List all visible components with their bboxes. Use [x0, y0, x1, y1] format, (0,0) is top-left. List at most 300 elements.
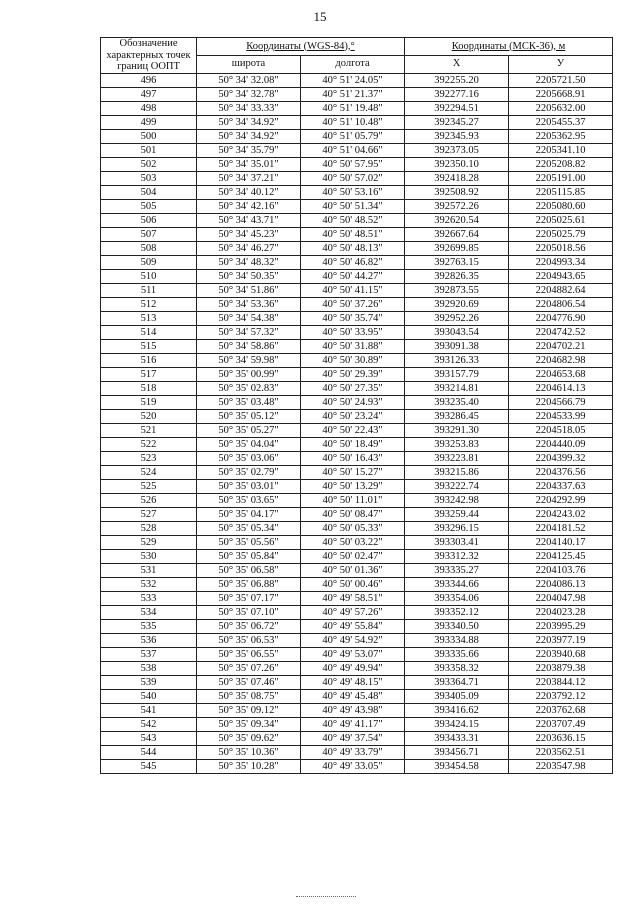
- cell-y: 2204653.68: [509, 367, 613, 381]
- table-row: [101, 423, 613, 437]
- cell-point: 510: [101, 269, 197, 283]
- cell-longitude: 40° 50' 51.34": [301, 199, 405, 213]
- cell-longitude: 40° 50' 05.33": [301, 521, 405, 535]
- cell-point: 502: [101, 157, 197, 171]
- cell-x: 393259.44: [405, 507, 509, 521]
- cell-x: 392294.51: [405, 101, 509, 115]
- cell-x: 392699.85: [405, 241, 509, 255]
- cell-y: 2203995.29: [509, 619, 613, 633]
- table-row: [101, 717, 613, 731]
- cell-x: 393214.81: [405, 381, 509, 395]
- cell-y: 2205018.56: [509, 241, 613, 255]
- cell-latitude: 50° 35' 06.88": [197, 577, 301, 591]
- cell-y: 2205208.82: [509, 157, 613, 171]
- cell-latitude: 50° 34' 59.98": [197, 353, 301, 367]
- cell-point: 541: [101, 703, 197, 717]
- cell-point: 511: [101, 283, 197, 297]
- cell-point: 505: [101, 199, 197, 213]
- cell-longitude: 40° 49' 37.54": [301, 731, 405, 745]
- table-row: [101, 675, 613, 689]
- table-row: [101, 129, 613, 143]
- cell-y: 2204181.52: [509, 521, 613, 535]
- cell-x: 393303.41: [405, 535, 509, 549]
- cell-point: 518: [101, 381, 197, 395]
- cell-longitude: 40° 51' 10.48": [301, 115, 405, 129]
- cell-y: 2204103.76: [509, 563, 613, 577]
- cell-y: 2204047.98: [509, 591, 613, 605]
- cell-x: 393405.09: [405, 689, 509, 703]
- table-row: [101, 661, 613, 675]
- cell-point: 533: [101, 591, 197, 605]
- cell-latitude: 50° 35' 09.34": [197, 717, 301, 731]
- table-row: [101, 689, 613, 703]
- cell-longitude: 40° 51' 24.05": [301, 73, 405, 87]
- cell-x: 393340.50: [405, 619, 509, 633]
- cell-point: 534: [101, 605, 197, 619]
- cell-latitude: 50° 35' 09.12": [197, 703, 301, 717]
- header-longitude: долгота: [301, 55, 405, 73]
- cell-x: 392920.69: [405, 297, 509, 311]
- cell-point: 537: [101, 647, 197, 661]
- cell-longitude: 40° 51' 21.37": [301, 87, 405, 101]
- cell-point: 540: [101, 689, 197, 703]
- cell-longitude: 40° 49' 55.84": [301, 619, 405, 633]
- cell-y: 2204023.28: [509, 605, 613, 619]
- cell-x: 393416.62: [405, 703, 509, 717]
- cell-y: 2205362.95: [509, 129, 613, 143]
- cell-latitude: 50° 34' 46.27": [197, 241, 301, 255]
- cell-latitude: 50° 34' 32.78": [197, 87, 301, 101]
- cell-y: 2203792.12: [509, 689, 613, 703]
- cell-x: 392345.93: [405, 129, 509, 143]
- cell-latitude: 50° 35' 10.36": [197, 745, 301, 759]
- cell-point: 507: [101, 227, 197, 241]
- cell-y: 2205668.91: [509, 87, 613, 101]
- cell-longitude: 40° 50' 31.88": [301, 339, 405, 353]
- table-row: [101, 297, 613, 311]
- cell-latitude: 50° 35' 05.34": [197, 521, 301, 535]
- cell-y: 2204399.32: [509, 451, 613, 465]
- table-row: [101, 101, 613, 115]
- cell-longitude: 40° 50' 53.16": [301, 185, 405, 199]
- cell-longitude: 40° 49' 33.05": [301, 759, 405, 773]
- table-row: [101, 325, 613, 339]
- table-row: [101, 465, 613, 479]
- table-row: [101, 493, 613, 507]
- cell-latitude: 50° 34' 37.21": [197, 171, 301, 185]
- cell-point: 526: [101, 493, 197, 507]
- cell-x: 393335.66: [405, 647, 509, 661]
- cell-y: 2204243.02: [509, 507, 613, 521]
- cell-point: 516: [101, 353, 197, 367]
- cell-point: 529: [101, 535, 197, 549]
- cell-y: 2205080.60: [509, 199, 613, 213]
- cell-y: 2204742.52: [509, 325, 613, 339]
- table-row: [101, 703, 613, 717]
- cell-longitude: 40° 49' 41.17": [301, 717, 405, 731]
- cell-x: 392620.54: [405, 213, 509, 227]
- cell-x: 393091.38: [405, 339, 509, 353]
- cell-longitude: 40° 50' 29.39": [301, 367, 405, 381]
- cell-x: 393433.31: [405, 731, 509, 745]
- cell-latitude: 50° 35' 00.99": [197, 367, 301, 381]
- cell-x: 393344.66: [405, 577, 509, 591]
- cell-point: 538: [101, 661, 197, 675]
- cell-x: 393242.98: [405, 493, 509, 507]
- table-row: [101, 311, 613, 325]
- cell-longitude: 40° 49' 33.79": [301, 745, 405, 759]
- cell-x: 393456.71: [405, 745, 509, 759]
- cell-x: 393296.15: [405, 521, 509, 535]
- cell-y: 2204682.98: [509, 353, 613, 367]
- cell-latitude: 50° 34' 48.32": [197, 255, 301, 269]
- cell-y: 2205025.79: [509, 227, 613, 241]
- cell-latitude: 50° 35' 05.56": [197, 535, 301, 549]
- cell-longitude: 40° 50' 37.26": [301, 297, 405, 311]
- cell-longitude: 40° 50' 01.36": [301, 563, 405, 577]
- cell-x: 393126.33: [405, 353, 509, 367]
- cell-latitude: 50° 35' 06.72": [197, 619, 301, 633]
- cell-latitude: 50° 35' 02.83": [197, 381, 301, 395]
- cell-x: 392873.55: [405, 283, 509, 297]
- table-row: [101, 185, 613, 199]
- table-row: [101, 213, 613, 227]
- cell-y: 2203879.38: [509, 661, 613, 675]
- table-header: [101, 38, 613, 74]
- cell-latitude: 50° 34' 50.35": [197, 269, 301, 283]
- cell-x: 393157.79: [405, 367, 509, 381]
- cell-x: 393291.30: [405, 423, 509, 437]
- cell-latitude: 50° 34' 35.79": [197, 143, 301, 157]
- table-row: [101, 521, 613, 535]
- cell-y: 2204776.90: [509, 311, 613, 325]
- cell-x: 393223.81: [405, 451, 509, 465]
- cell-longitude: 40° 50' 24.93": [301, 395, 405, 409]
- cell-x: 393312.32: [405, 549, 509, 563]
- cell-point: 521: [101, 423, 197, 437]
- cell-x: 393215.86: [405, 465, 509, 479]
- cell-y: 2205455.37: [509, 115, 613, 129]
- cell-y: 2204518.05: [509, 423, 613, 437]
- cell-point: 542: [101, 717, 197, 731]
- cell-longitude: 40° 50' 13.29": [301, 479, 405, 493]
- cell-longitude: 40° 50' 33.95": [301, 325, 405, 339]
- cell-point: 522: [101, 437, 197, 451]
- cell-latitude: 50° 34' 57.32": [197, 325, 301, 339]
- cell-point: 500: [101, 129, 197, 143]
- cell-latitude: 50° 34' 32.08": [197, 73, 301, 87]
- table-row: [101, 577, 613, 591]
- cell-latitude: 50° 35' 03.01": [197, 479, 301, 493]
- table-row: [101, 269, 613, 283]
- cell-x: 393352.12: [405, 605, 509, 619]
- cell-point: 508: [101, 241, 197, 255]
- cell-longitude: 40° 51' 04.66": [301, 143, 405, 157]
- cell-point: 539: [101, 675, 197, 689]
- cell-longitude: 40° 49' 54.92": [301, 633, 405, 647]
- table-row: [101, 563, 613, 577]
- cell-longitude: 40° 50' 41.15": [301, 283, 405, 297]
- cell-x: 393364.71: [405, 675, 509, 689]
- cell-point: 531: [101, 563, 197, 577]
- cell-longitude: 40° 50' 22.43": [301, 423, 405, 437]
- cell-longitude: 40° 51' 19.48": [301, 101, 405, 115]
- cell-longitude: 40° 50' 35.74": [301, 311, 405, 325]
- cell-y: 2204376.56: [509, 465, 613, 479]
- cell-point: 506: [101, 213, 197, 227]
- cell-longitude: 40° 49' 48.15": [301, 675, 405, 689]
- table-row: [101, 87, 613, 101]
- footer-mark: [296, 896, 356, 898]
- cell-longitude: 40° 49' 58.51": [301, 591, 405, 605]
- cell-longitude: 40° 50' 16.43": [301, 451, 405, 465]
- table-row: [101, 255, 613, 269]
- cell-x: 392952.26: [405, 311, 509, 325]
- cell-latitude: 50° 34' 54.38": [197, 311, 301, 325]
- cell-latitude: 50° 34' 34.92": [197, 129, 301, 143]
- cell-longitude: 40° 50' 11.01": [301, 493, 405, 507]
- cell-longitude: 40° 50' 00.46": [301, 577, 405, 591]
- cell-longitude: 40° 50' 44.27": [301, 269, 405, 283]
- cell-latitude: 50° 35' 02.79": [197, 465, 301, 479]
- cell-y: 2204086.13: [509, 577, 613, 591]
- table-row: [101, 759, 613, 773]
- cell-latitude: 50° 35' 07.17": [197, 591, 301, 605]
- cell-latitude: 50° 34' 51.86": [197, 283, 301, 297]
- cell-x: 392373.05: [405, 143, 509, 157]
- table-row: [101, 647, 613, 661]
- cell-latitude: 50° 35' 05.12": [197, 409, 301, 423]
- cell-longitude: 40° 50' 57.95": [301, 157, 405, 171]
- cell-point: 504: [101, 185, 197, 199]
- header-wgs84: Координаты (WGS-84),°: [197, 38, 405, 56]
- table-row: [101, 395, 613, 409]
- cell-x: 392763.15: [405, 255, 509, 269]
- cell-point: 544: [101, 745, 197, 759]
- cell-point: 497: [101, 87, 197, 101]
- cell-latitude: 50° 35' 05.84": [197, 549, 301, 563]
- cell-latitude: 50° 34' 58.86": [197, 339, 301, 353]
- cell-latitude: 50° 34' 53.36": [197, 297, 301, 311]
- cell-y: 2204533.99: [509, 409, 613, 423]
- cell-x: 392277.16: [405, 87, 509, 101]
- cell-latitude: 50° 35' 03.65": [197, 493, 301, 507]
- table-row: [101, 437, 613, 451]
- cell-longitude: 40° 49' 49.94": [301, 661, 405, 675]
- cell-y: 2204440.09: [509, 437, 613, 451]
- cell-latitude: 50° 35' 06.55": [197, 647, 301, 661]
- cell-x: 393354.06: [405, 591, 509, 605]
- cell-point: 498: [101, 101, 197, 115]
- cell-longitude: 40° 50' 02.47": [301, 549, 405, 563]
- cell-longitude: 40° 49' 53.07": [301, 647, 405, 661]
- cell-point: 512: [101, 297, 197, 311]
- cell-longitude: 40° 50' 46.82": [301, 255, 405, 269]
- cell-latitude: 50° 35' 05.27": [197, 423, 301, 437]
- cell-latitude: 50° 34' 33.33": [197, 101, 301, 115]
- table-row: [101, 549, 613, 563]
- cell-y: 2203940.68: [509, 647, 613, 661]
- cell-point: 536: [101, 633, 197, 647]
- cell-longitude: 40° 50' 48.13": [301, 241, 405, 255]
- cell-point: 513: [101, 311, 197, 325]
- cell-longitude: 40° 50' 23.24": [301, 409, 405, 423]
- coordinates-table: [100, 37, 613, 774]
- cell-y: 2204702.21: [509, 339, 613, 353]
- cell-x: 393335.27: [405, 563, 509, 577]
- cell-point: 528: [101, 521, 197, 535]
- cell-y: 2204882.64: [509, 283, 613, 297]
- cell-x: 393454.58: [405, 759, 509, 773]
- cell-longitude: 40° 50' 48.51": [301, 227, 405, 241]
- table-row: [101, 479, 613, 493]
- cell-longitude: 40° 50' 15.27": [301, 465, 405, 479]
- cell-latitude: 50° 35' 06.53": [197, 633, 301, 647]
- cell-x: 393334.88: [405, 633, 509, 647]
- table-row: [101, 339, 613, 353]
- cell-point: 520: [101, 409, 197, 423]
- cell-point: 535: [101, 619, 197, 633]
- cell-point: 514: [101, 325, 197, 339]
- table-row: [101, 451, 613, 465]
- cell-point: 503: [101, 171, 197, 185]
- table-row: [101, 283, 613, 297]
- cell-latitude: 50° 34' 45.23": [197, 227, 301, 241]
- cell-latitude: 50° 35' 09.62": [197, 731, 301, 745]
- cell-x: 393358.32: [405, 661, 509, 675]
- cell-point: 532: [101, 577, 197, 591]
- cell-y: 2205341.10: [509, 143, 613, 157]
- cell-x: 393286.45: [405, 409, 509, 423]
- cell-latitude: 50° 35' 03.06": [197, 451, 301, 465]
- table-row: [101, 367, 613, 381]
- cell-longitude: 40° 51' 05.79": [301, 129, 405, 143]
- cell-latitude: 50° 34' 35.01": [197, 157, 301, 171]
- cell-x: 392345.27: [405, 115, 509, 129]
- header-latitude: широта: [197, 55, 301, 73]
- cell-x: 393253.83: [405, 437, 509, 451]
- cell-x: 393424.15: [405, 717, 509, 731]
- cell-x: 392826.35: [405, 269, 509, 283]
- cell-latitude: 50° 35' 04.17": [197, 507, 301, 521]
- table-row: [101, 633, 613, 647]
- table-row: [101, 157, 613, 171]
- table-row: [101, 199, 613, 213]
- cell-y: 2205721.50: [509, 73, 613, 87]
- cell-x: 392667.64: [405, 227, 509, 241]
- cell-longitude: 40° 50' 03.22": [301, 535, 405, 549]
- cell-y: 2204125.45: [509, 549, 613, 563]
- cell-y: 2204993.34: [509, 255, 613, 269]
- cell-x: 392255.20: [405, 73, 509, 87]
- table-row: [101, 73, 613, 87]
- cell-latitude: 50° 35' 08.75": [197, 689, 301, 703]
- cell-latitude: 50° 35' 03.48": [197, 395, 301, 409]
- cell-y: 2204566.79: [509, 395, 613, 409]
- cell-y: 2203707.49: [509, 717, 613, 731]
- table-row: [101, 535, 613, 549]
- table-row: [101, 409, 613, 423]
- cell-x: 393222.74: [405, 479, 509, 493]
- cell-y: 2205115.85: [509, 185, 613, 199]
- cell-latitude: 50° 35' 10.28": [197, 759, 301, 773]
- page-number: 15: [313, 9, 327, 24]
- table-row: [101, 619, 613, 633]
- cell-y: 2204806.54: [509, 297, 613, 311]
- cell-longitude: 40° 49' 43.98": [301, 703, 405, 717]
- cell-y: 2205191.00: [509, 171, 613, 185]
- table-row: [101, 241, 613, 255]
- cell-point: 509: [101, 255, 197, 269]
- cell-point: 517: [101, 367, 197, 381]
- header-y: У: [509, 55, 613, 73]
- cell-latitude: 50° 34' 34.92": [197, 115, 301, 129]
- cell-longitude: 40° 50' 48.52": [301, 213, 405, 227]
- cell-longitude: 40° 50' 30.89": [301, 353, 405, 367]
- cell-y: 2204943.65: [509, 269, 613, 283]
- table-row: [101, 507, 613, 521]
- cell-y: 2203636.15: [509, 731, 613, 745]
- header-point-designation: Обозначение характерных точек границ ООПТ: [101, 38, 197, 74]
- cell-point: 543: [101, 731, 197, 745]
- cell-longitude: 40° 49' 45.48": [301, 689, 405, 703]
- cell-latitude: 50° 35' 06.58": [197, 563, 301, 577]
- table-row: [101, 731, 613, 745]
- cell-point: 527: [101, 507, 197, 521]
- cell-y: 2204337.63: [509, 479, 613, 493]
- cell-y: 2204292.99: [509, 493, 613, 507]
- cell-y: 2205632.00: [509, 101, 613, 115]
- cell-y: 2205025.61: [509, 213, 613, 227]
- cell-latitude: 50° 34' 43.71": [197, 213, 301, 227]
- cell-x: 392572.26: [405, 199, 509, 213]
- cell-y: 2203762.68: [509, 703, 613, 717]
- cell-point: 524: [101, 465, 197, 479]
- cell-longitude: 40° 50' 57.02": [301, 171, 405, 185]
- table-row: [101, 745, 613, 759]
- cell-point: 523: [101, 451, 197, 465]
- cell-latitude: 50° 35' 07.26": [197, 661, 301, 675]
- cell-latitude: 50° 35' 07.46": [197, 675, 301, 689]
- cell-longitude: 40° 50' 08.47": [301, 507, 405, 521]
- table-row: [101, 227, 613, 241]
- cell-x: 393235.40: [405, 395, 509, 409]
- cell-y: 2204614.13: [509, 381, 613, 395]
- cell-point: 496: [101, 73, 197, 87]
- cell-point: 515: [101, 339, 197, 353]
- table-row: [101, 143, 613, 157]
- table-row: [101, 591, 613, 605]
- cell-longitude: 40° 50' 18.49": [301, 437, 405, 451]
- cell-latitude: 50° 35' 04.04": [197, 437, 301, 451]
- cell-longitude: 40° 49' 57.26": [301, 605, 405, 619]
- cell-point: 499: [101, 115, 197, 129]
- cell-x: 392508.92: [405, 185, 509, 199]
- cell-y: 2203547.98: [509, 759, 613, 773]
- table-row: [101, 353, 613, 367]
- cell-latitude: 50° 35' 07.10": [197, 605, 301, 619]
- cell-latitude: 50° 34' 42.16": [197, 199, 301, 213]
- table-row: [101, 381, 613, 395]
- cell-y: 2204140.17: [509, 535, 613, 549]
- cell-x: 392418.28: [405, 171, 509, 185]
- cell-point: 501: [101, 143, 197, 157]
- cell-y: 2203562.51: [509, 745, 613, 759]
- header-msk36: Координаты (МСК-36), м: [405, 38, 613, 56]
- cell-point: 519: [101, 395, 197, 409]
- cell-y: 2203977.19: [509, 633, 613, 647]
- cell-point: 545: [101, 759, 197, 773]
